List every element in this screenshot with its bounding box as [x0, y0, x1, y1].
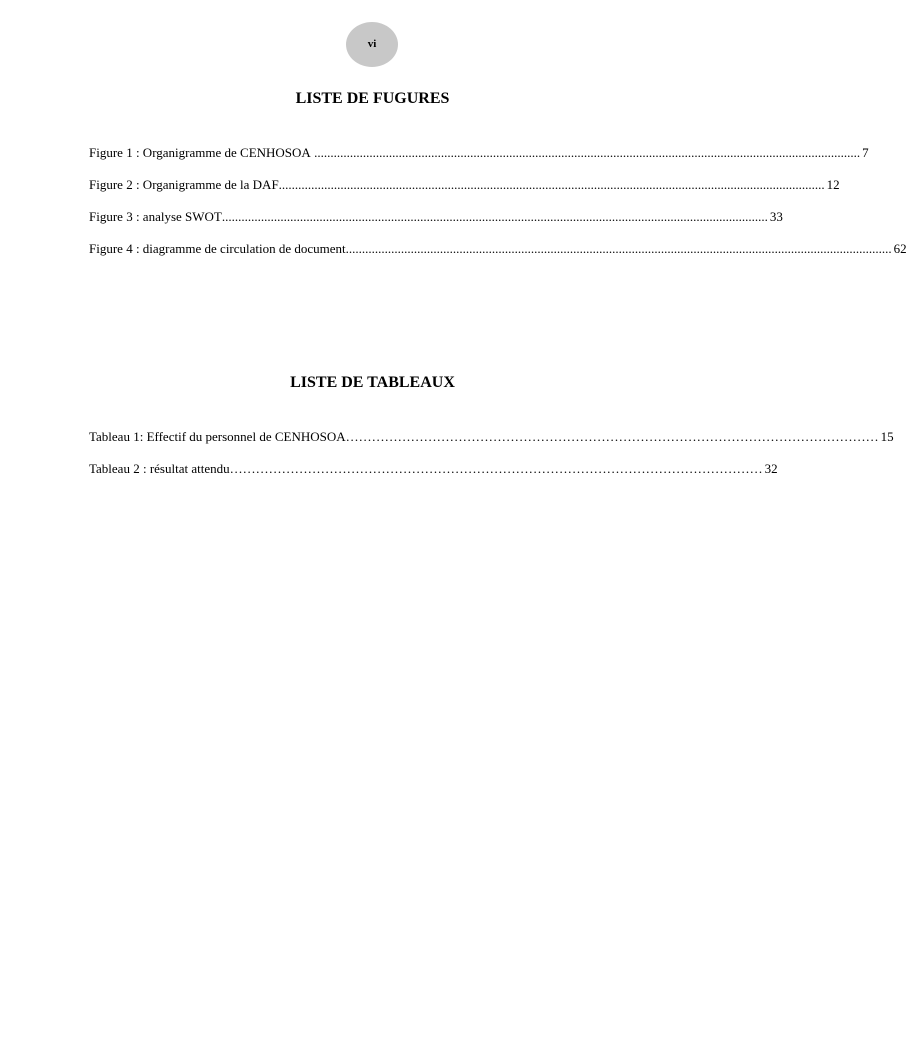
- figure-entry-2[interactable]: [89, 176, 840, 194]
- table-entry-page: 15: [880, 429, 894, 444]
- figure-entry-label: Figure 2 : Organigramme de la DAF: [89, 177, 279, 192]
- tables-list-title: LISTE DE TABLEAUX: [290, 374, 455, 391]
- dot-leader: ........................................................................................................................................................................: [310, 145, 861, 160]
- figures-list-title: LISTE DE FUGURES: [295, 90, 450, 107]
- table-entry-label: Tableau 1: Effectif du personnel de CENHOSOA: [89, 429, 346, 444]
- dot-leader: ........................................................................................................................................................................: [345, 241, 892, 256]
- dot-leader: ……………………………………………………………………………………………………………: [345, 429, 879, 444]
- figure-entry-1[interactable]: [89, 144, 869, 162]
- figure-entry-page: 62: [893, 241, 907, 256]
- figure-entry-label: Figure 1 : Organigramme de CENHOSOA: [89, 145, 311, 160]
- dot-leader: ……………………………………………………………………………………………………………: [229, 461, 763, 476]
- table-entry-2[interactable]: [89, 460, 778, 478]
- dot-leader: ........................................................................................................................................................................: [278, 177, 825, 192]
- dot-leader: ........................................................................................................................................................................: [221, 209, 768, 224]
- figure-entry-4[interactable]: [89, 240, 907, 258]
- figure-entry-page: 12: [826, 177, 840, 192]
- table-entry-label: Tableau 2 : résultat attendu: [89, 461, 230, 476]
- figure-entry-label: Figure 4 : diagramme de circulation de document: [89, 241, 346, 256]
- figure-entry-3[interactable]: [89, 208, 783, 226]
- page-number-badge: [346, 22, 398, 67]
- figure-entry-page: 33: [769, 209, 783, 224]
- page-number: vi: [367, 38, 377, 50]
- figure-entry-page: 7: [862, 145, 869, 160]
- table-entry-page: 32: [764, 461, 778, 476]
- figure-entry-label: Figure 3 : analyse SWOT: [89, 209, 222, 224]
- table-entry-1[interactable]: [89, 428, 894, 446]
